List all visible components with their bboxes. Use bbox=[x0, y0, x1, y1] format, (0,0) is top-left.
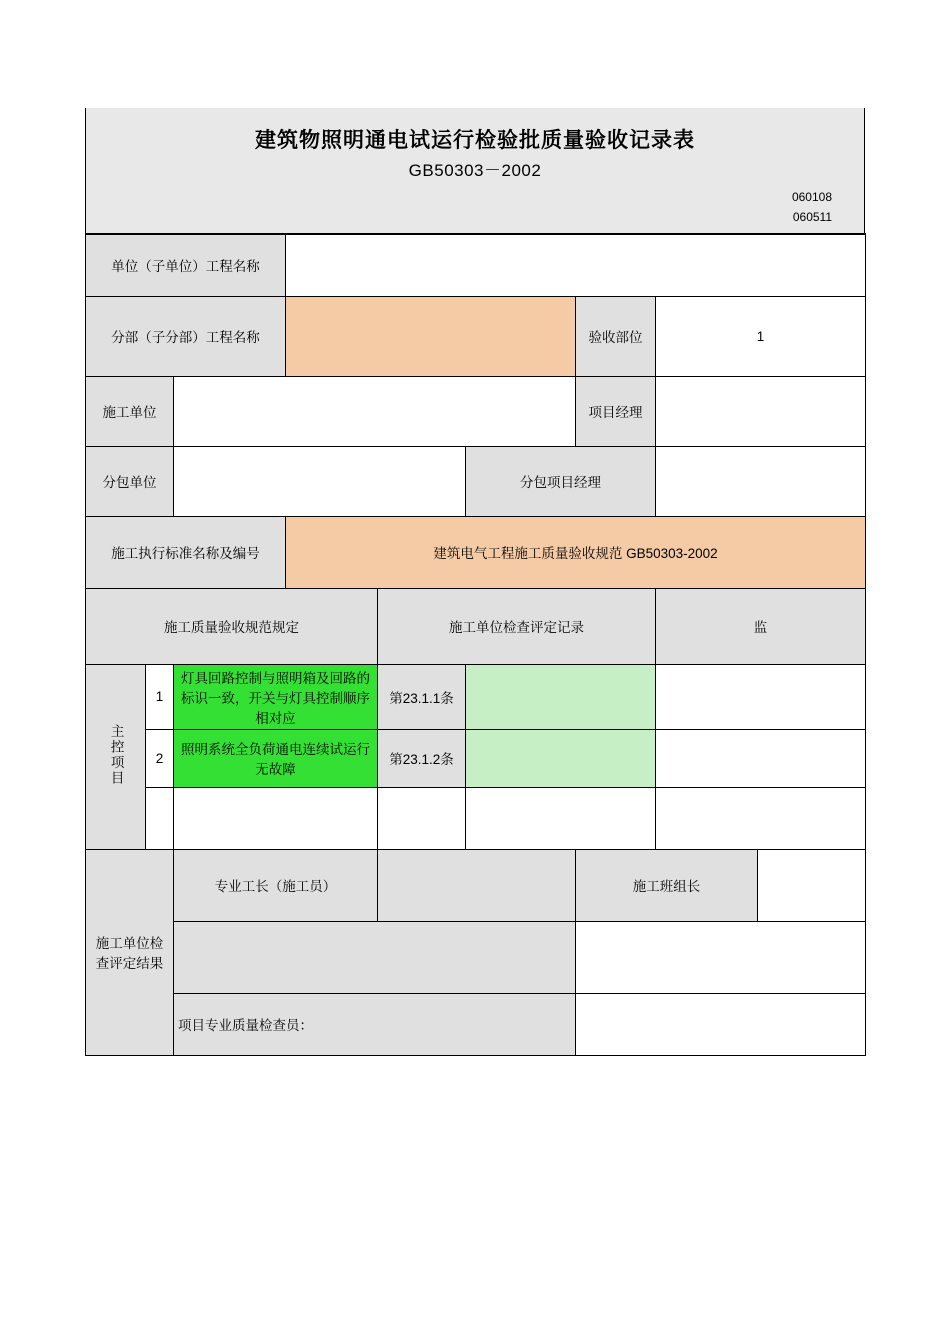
form-code-list bbox=[86, 187, 864, 233]
item-clause: 第23.1.2条 bbox=[378, 729, 466, 787]
foreman-label: 专业工长（施工员） bbox=[174, 849, 378, 921]
item-requirement[interactable] bbox=[174, 787, 378, 849]
division-value[interactable] bbox=[286, 296, 576, 376]
item-record[interactable] bbox=[466, 729, 656, 787]
item-supervision[interactable] bbox=[656, 787, 866, 849]
form-code-1: 060108 bbox=[791, 190, 832, 204]
item-requirement: 灯具回路控制与照明箱及回路的标识一致，开关与灯具控制顺序相对应 bbox=[174, 664, 378, 729]
item-no: 2 bbox=[146, 729, 174, 787]
item-record[interactable] bbox=[466, 787, 656, 849]
supervision-record-header: 监 bbox=[656, 588, 866, 664]
table-row bbox=[86, 446, 866, 516]
table-row bbox=[86, 516, 866, 588]
table-row bbox=[86, 664, 866, 729]
item-record[interactable] bbox=[466, 664, 656, 729]
project-manager-value[interactable] bbox=[656, 376, 866, 446]
result-label: 施工单位检查评定结果 bbox=[86, 849, 174, 1055]
table-row bbox=[86, 921, 866, 993]
table-row bbox=[86, 787, 866, 849]
unit-project-value[interactable] bbox=[286, 234, 866, 296]
subcontractor-label: 分包单位 bbox=[86, 446, 174, 516]
team-leader-value[interactable] bbox=[758, 849, 866, 921]
item-requirement: 照明系统全负荷通电连续试运行无故障 bbox=[174, 729, 378, 787]
item-no bbox=[146, 787, 174, 849]
construction-unit-value[interactable] bbox=[174, 376, 576, 446]
table-row bbox=[86, 849, 866, 921]
team-leader-label: 施工班组长 bbox=[576, 849, 758, 921]
item-clause[interactable] bbox=[378, 787, 466, 849]
main-items-label: 主控项目 bbox=[86, 664, 146, 849]
item-clause: 第23.1.1条 bbox=[378, 664, 466, 729]
form-sheet bbox=[85, 108, 865, 1056]
form-code-2: 060511 bbox=[792, 210, 832, 224]
standard-name-label: 施工执行标准名称及编号 bbox=[86, 516, 286, 588]
item-no: 1 bbox=[146, 664, 174, 729]
table-row bbox=[86, 234, 866, 296]
sub-project-manager-value[interactable] bbox=[656, 446, 866, 516]
project-manager-label: 项目经理 bbox=[576, 376, 656, 446]
foreman-value[interactable] bbox=[378, 849, 576, 921]
construction-unit-label: 施工单位 bbox=[86, 376, 174, 446]
quality-inspector-label: 项目专业质量检查员： bbox=[174, 993, 576, 1055]
result-blank-left[interactable] bbox=[174, 921, 576, 993]
sub-project-manager-label: 分包项目经理 bbox=[466, 446, 656, 516]
item-supervision[interactable] bbox=[656, 729, 866, 787]
acceptance-record-table bbox=[85, 233, 866, 1056]
unit-project-label: 单位（子单位）工程名称 bbox=[86, 234, 286, 296]
subcontractor-value[interactable] bbox=[174, 446, 466, 516]
table-row bbox=[86, 376, 866, 446]
table-row bbox=[86, 993, 866, 1055]
result-blank-right[interactable] bbox=[576, 921, 866, 993]
item-supervision[interactable] bbox=[656, 664, 866, 729]
table-row bbox=[86, 296, 866, 376]
construction-check-record-header: 施工单位检查评定记录 bbox=[378, 588, 656, 664]
table-row bbox=[86, 729, 866, 787]
title-block bbox=[85, 108, 865, 233]
quality-inspector-value[interactable] bbox=[576, 993, 866, 1055]
spec-requirements-header: 施工质量验收规范规定 bbox=[86, 588, 378, 664]
table-header-row bbox=[86, 588, 866, 664]
standard-name-value[interactable]: 建筑电气工程施工质量验收规范 GB50303-2002 bbox=[286, 516, 866, 588]
page-title: 建筑物照明通电试运行检验批质量验收记录表 bbox=[255, 129, 695, 152]
acceptance-part-label: 验收部位 bbox=[576, 296, 656, 376]
acceptance-part-value[interactable]: 1 bbox=[656, 296, 866, 376]
division-label: 分部（子分部）工程名称 bbox=[86, 296, 286, 376]
standard-code: GB50303－2002 bbox=[408, 161, 542, 180]
